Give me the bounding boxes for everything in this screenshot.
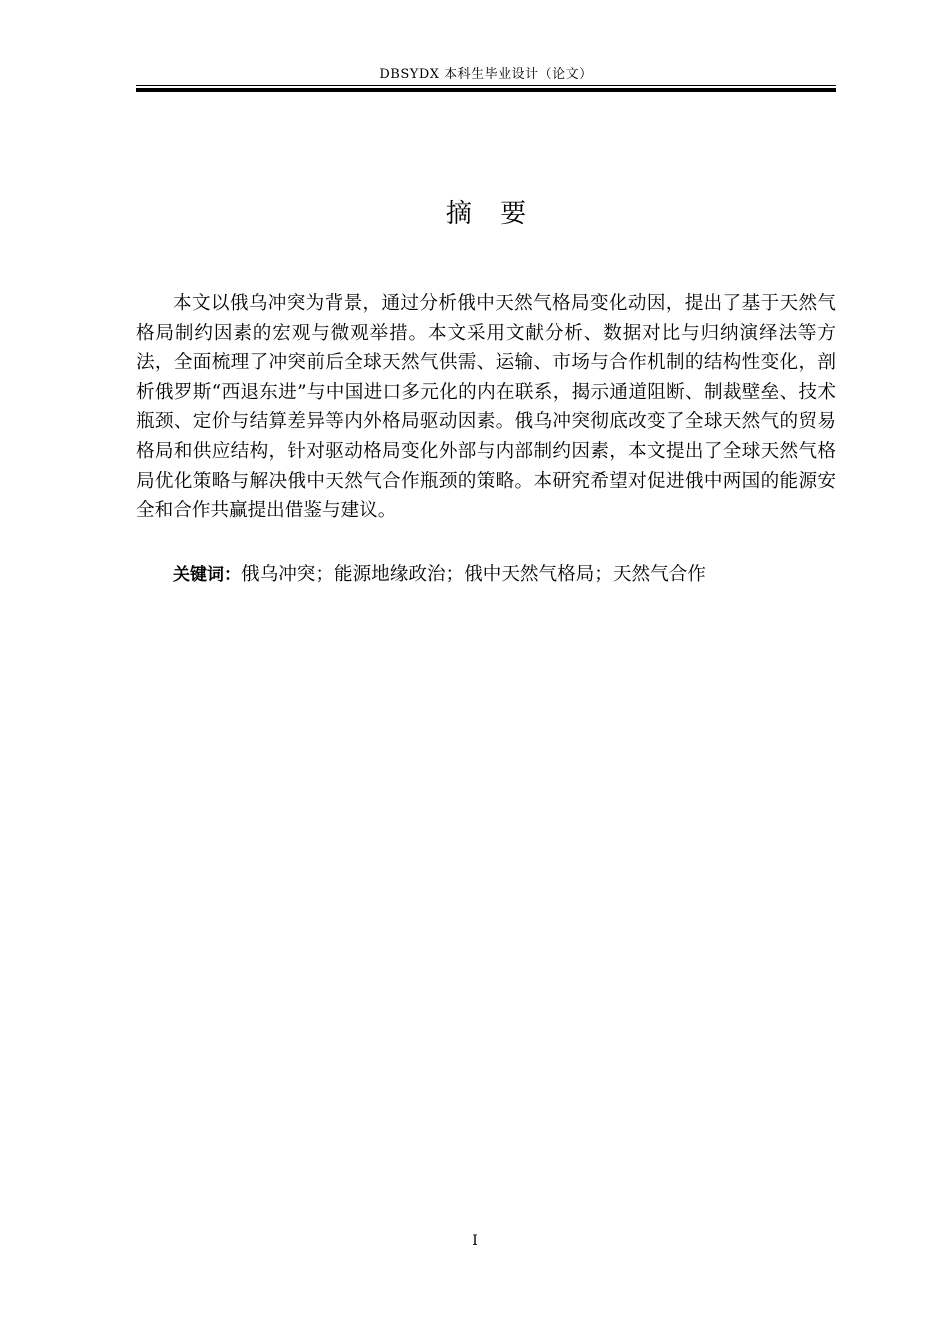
header-rule-thick (136, 88, 836, 92)
page-number: I (472, 1233, 478, 1249)
header-rule-thin (136, 85, 836, 86)
abstract-title: 摘 要 (445, 199, 537, 229)
keywords-text: 俄乌冲突；能源地缘政治；俄中天然气格局；天然气合作 (241, 564, 706, 585)
running-header: DBSYDX 本科生毕业设计（论文） (379, 67, 593, 82)
abstract-body: 本文以俄乌冲突为背景，通过分析俄中天然气格局变化动因，提出了基于天然气格局制约因素的宏观与微观举措。本文采用文献分析、数据对比与归纳演绎法等方法，全面梳理了冲突前后全球天然气供需、运输、市场与合作机制的结构性变化，剖析俄罗斯“西退东进”与中国进口多元化的内在联系，揭示通道阻断、制裁壁垒、技术瓶颈、定价与结算差异等内外格局驱动因素。俄乌冲突彻底改变了全球天然气的贸易格局和供应结构，针对驱动格局变化外部与内部制约因素，本文提出了全球天然气格局优化策略与解决俄中天然气合作瓶颈的策略。本研究希望对促进俄中两国的能源安全和合作共赢提出借鉴与建议。 (136, 293, 836, 522)
keywords-line (173, 560, 833, 591)
keywords-label: 关键词： (173, 565, 241, 585)
